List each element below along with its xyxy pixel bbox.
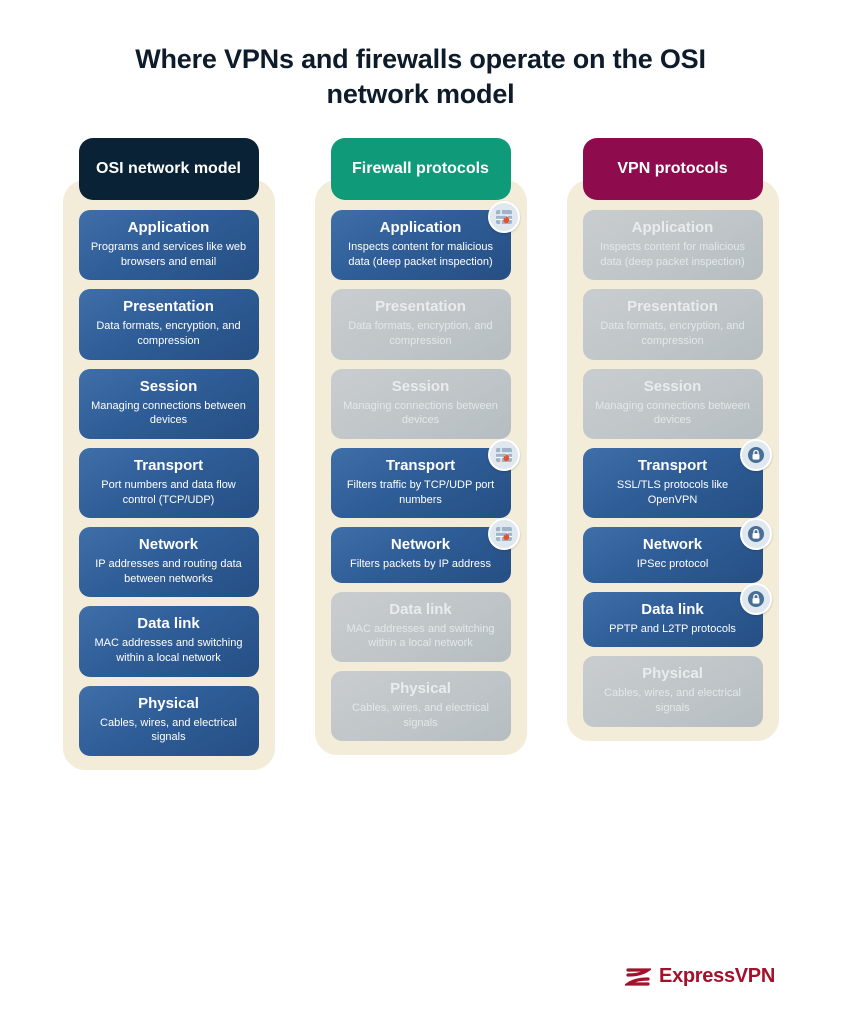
layer-name: Physical (138, 694, 199, 712)
layer-name: Presentation (627, 298, 718, 316)
layer-firewall-application[interactable] (331, 210, 511, 280)
page-title: Where VPNs and firewalls operate on the OSI network model (135, 44, 706, 110)
layer-name: Presentation (123, 298, 214, 316)
column-vpn (567, 138, 779, 770)
layer-desc: Programs and services like web browsers and email (90, 241, 247, 268)
layer-osi-datalink[interactable] (79, 606, 259, 676)
columns-container (0, 138, 841, 770)
layer-desc: Managing connections between devices (595, 399, 750, 427)
layer-stack-vpn (567, 180, 779, 741)
layer-name: Application (379, 219, 462, 237)
layer-desc: Filters traffic by TCP/UDP port numbers (346, 478, 495, 506)
layer-desc: Filters packets by IP address (349, 558, 492, 571)
layer-desc: Data formats, encryption, and compression (600, 320, 745, 348)
column-header-firewall: Firewall protocols (331, 138, 511, 200)
firewall-icon (488, 201, 520, 233)
layer-desc: MAC addresses and switching within a local network (94, 637, 243, 665)
layer-name: Transport (385, 456, 456, 474)
layer-name: Application (127, 219, 210, 237)
layer-vpn-datalink[interactable] (583, 592, 763, 648)
layer-desc: SSL/TLS protocols like OpenVPN (616, 478, 729, 506)
layer-firewall-presentation[interactable] (331, 289, 511, 359)
layer-name: Data link (641, 600, 704, 618)
layer-osi-application[interactable] (79, 210, 259, 280)
layer-desc: Data formats, encryption, and compression (96, 320, 241, 348)
layer-desc: Inspects content for malicious data (deep packet inspection) (600, 241, 745, 268)
layer-name: Session (139, 377, 198, 395)
layer-stack-osi (63, 180, 275, 770)
layer-desc: PPTP and L2TP protocols (609, 622, 736, 635)
layer-osi-presentation[interactable] (79, 289, 259, 359)
layer-vpn-session[interactable] (583, 369, 763, 439)
layer-desc: Cables, wires, and electrical signals (604, 687, 741, 715)
layer-vpn-physical[interactable] (583, 656, 763, 726)
layer-osi-physical[interactable] (79, 686, 259, 756)
layer-firewall-network[interactable] (331, 527, 511, 583)
layer-name: Data link (389, 600, 452, 618)
layer-vpn-application[interactable] (583, 210, 763, 280)
brand-name: ExpressVPN (659, 965, 775, 987)
layer-desc: Managing connections between devices (91, 399, 246, 427)
column-osi (63, 138, 275, 770)
layer-vpn-network[interactable] (583, 527, 763, 583)
layer-desc: Port numbers and data flow control (TCP/UDP) (101, 478, 236, 506)
layer-name: Network (642, 536, 703, 554)
layer-name: Transport (637, 456, 708, 474)
expressvpn-logo-icon (625, 966, 651, 988)
layer-name: Transport (133, 456, 204, 474)
layer-firewall-session[interactable] (331, 369, 511, 439)
layer-vpn-transport[interactable] (583, 448, 763, 518)
layer-desc: Cables, wires, and electrical signals (352, 702, 489, 729)
layer-name: Physical (642, 665, 703, 683)
vpn-lock-icon (740, 439, 772, 471)
layer-desc: Inspects content for malicious data (deep packet inspection) (348, 241, 493, 268)
layer-name: Presentation (375, 298, 466, 316)
layer-desc: Cables, wires, and electrical signals (100, 716, 237, 744)
vpn-lock-icon (740, 583, 772, 615)
brand-footer (625, 965, 775, 988)
layer-firewall-datalink[interactable] (331, 592, 511, 662)
layer-name: Session (391, 377, 450, 395)
layer-name: Network (390, 536, 451, 554)
layer-name: Session (643, 377, 702, 395)
layer-desc: IP addresses and routing data between networks (95, 558, 242, 585)
vpn-lock-icon (740, 518, 772, 550)
layer-desc: Managing connections between devices (343, 399, 498, 427)
layer-firewall-transport[interactable] (331, 448, 511, 518)
column-header-osi: OSI network model (79, 138, 259, 200)
layer-desc: IPSec protocol (636, 558, 709, 571)
firewall-icon (488, 439, 520, 471)
layer-osi-network[interactable] (79, 527, 259, 597)
layer-firewall-physical[interactable] (331, 671, 511, 741)
layer-desc: Data formats, encryption, and compression (348, 320, 493, 348)
layer-stack-firewall (315, 180, 527, 755)
layer-osi-session[interactable] (79, 369, 259, 439)
layer-vpn-presentation[interactable] (583, 289, 763, 359)
column-firewall (315, 138, 527, 770)
layer-name: Network (138, 536, 199, 554)
layer-name: Application (631, 219, 714, 237)
layer-desc: MAC addresses and switching within a local network (346, 622, 495, 650)
firewall-icon (488, 518, 520, 550)
layer-name: Physical (390, 680, 451, 698)
layer-osi-transport[interactable] (79, 448, 259, 518)
layer-name: Data link (137, 615, 200, 633)
column-header-vpn: VPN protocols (583, 138, 763, 200)
